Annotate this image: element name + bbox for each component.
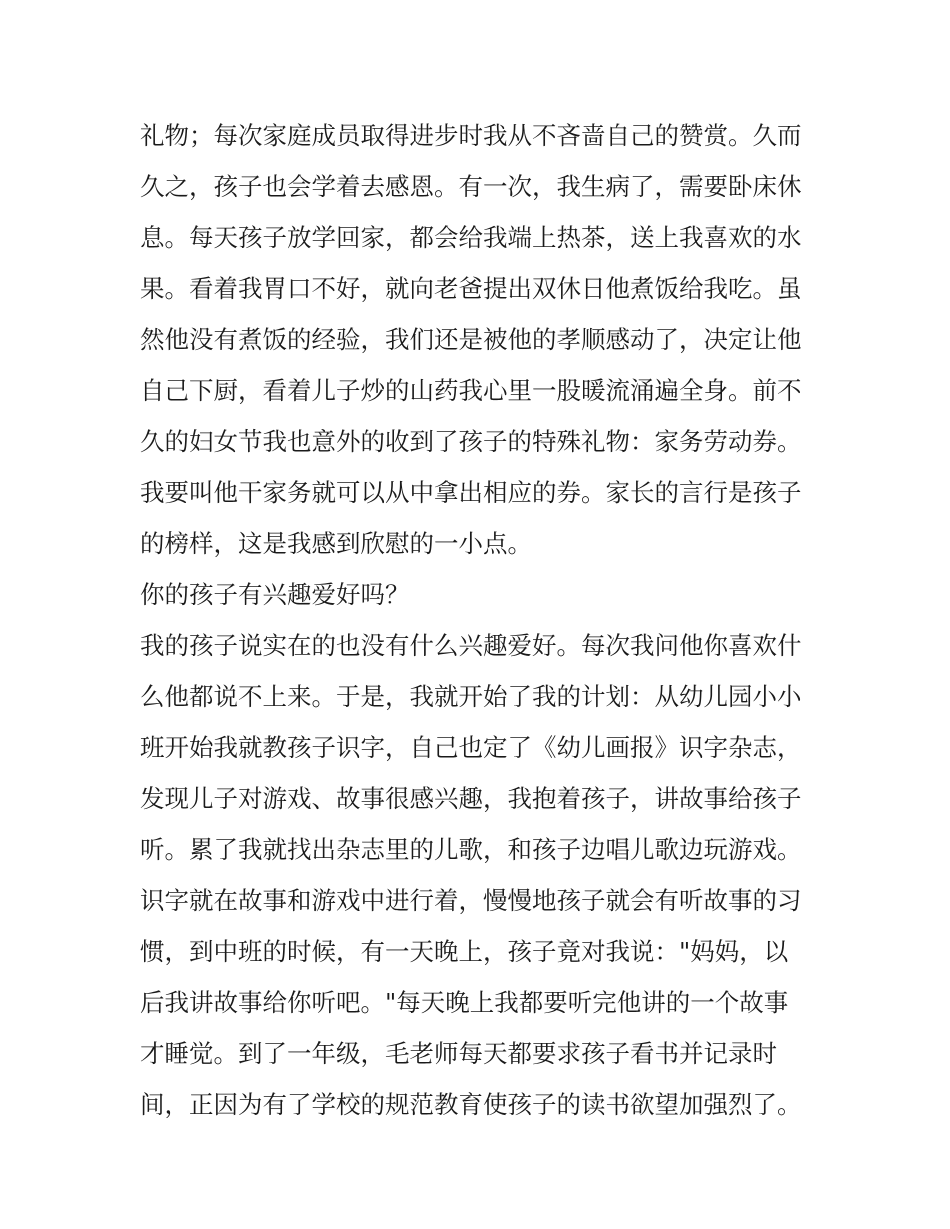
text-line: 听。累了我就找出杂志里的儿歌，和孩子边唱儿歌边玩游戏。 xyxy=(140,835,802,864)
text-line: 惯，到中班的时候，有一天晚上，孩子竟对我说："妈妈，以 xyxy=(140,937,789,966)
text-line: 发现儿子对游戏、故事很感兴趣，我抱着孩子，讲故事给孩子 xyxy=(140,784,802,813)
text-line: 自己下厨，看着儿子炒的山药我心里一股暖流涌遍全身。前不 xyxy=(140,376,802,405)
text-line: 果。看着我胃口不好，就向老爸提出双休日他煮饭给我吃。虽 xyxy=(140,274,802,303)
question-heading: 你的孩子有兴趣爱好吗？ xyxy=(140,580,410,609)
text-line: 后我讲故事给你听吧。"每天晚上我都要听完他讲的一个故事 xyxy=(140,988,789,1017)
text-line: 才睡觉。到了一年级，毛老师每天都要求孩子看书并记录时 xyxy=(140,1039,777,1068)
text-line: 我要叫他干家务就可以从中拿出相应的券。家长的言行是孩子 xyxy=(140,478,802,507)
paragraph-hobbies xyxy=(140,620,820,1130)
text-line: 礼物；每次家庭成员取得进步时我从不吝啬自己的赞赏。久而 xyxy=(140,121,802,150)
document-body xyxy=(140,110,820,1130)
text-line: 的榜样，这是我感到欣慰的一小点。 xyxy=(140,529,532,558)
text-line: 久之，孩子也会学着去感恩。有一次，我生病了，需要卧床休 xyxy=(140,172,802,201)
text-line: 识字就在故事和游戏中进行着，慢慢地孩子就会有听故事的习 xyxy=(140,886,802,915)
text-line: 久的妇女节我也意外的收到了孩子的特殊礼物：家务劳动券。 xyxy=(140,427,802,456)
text-line: 我的孩子说实在的也没有什么兴趣爱好。每次我问他你喜欢什 xyxy=(140,631,802,660)
paragraph-gratitude xyxy=(140,110,820,569)
text-line: 然他没有煮饭的经验，我们还是被他的孝顺感动了，决定让他 xyxy=(140,325,802,354)
text-line: 么他都说不上来。于是，我就开始了我的计划：从幼儿园小小 xyxy=(140,682,802,711)
text-line: 息。每天孩子放学回家，都会给我端上热茶，送上我喜欢的水 xyxy=(140,223,802,252)
text-line: 班开始我就教孩子识字，自己也定了《幼儿画报》识字杂志， xyxy=(140,733,802,762)
text-line: 间，正因为有了学校的规范教育使孩子的读书欲望加强烈了。 xyxy=(140,1090,802,1119)
